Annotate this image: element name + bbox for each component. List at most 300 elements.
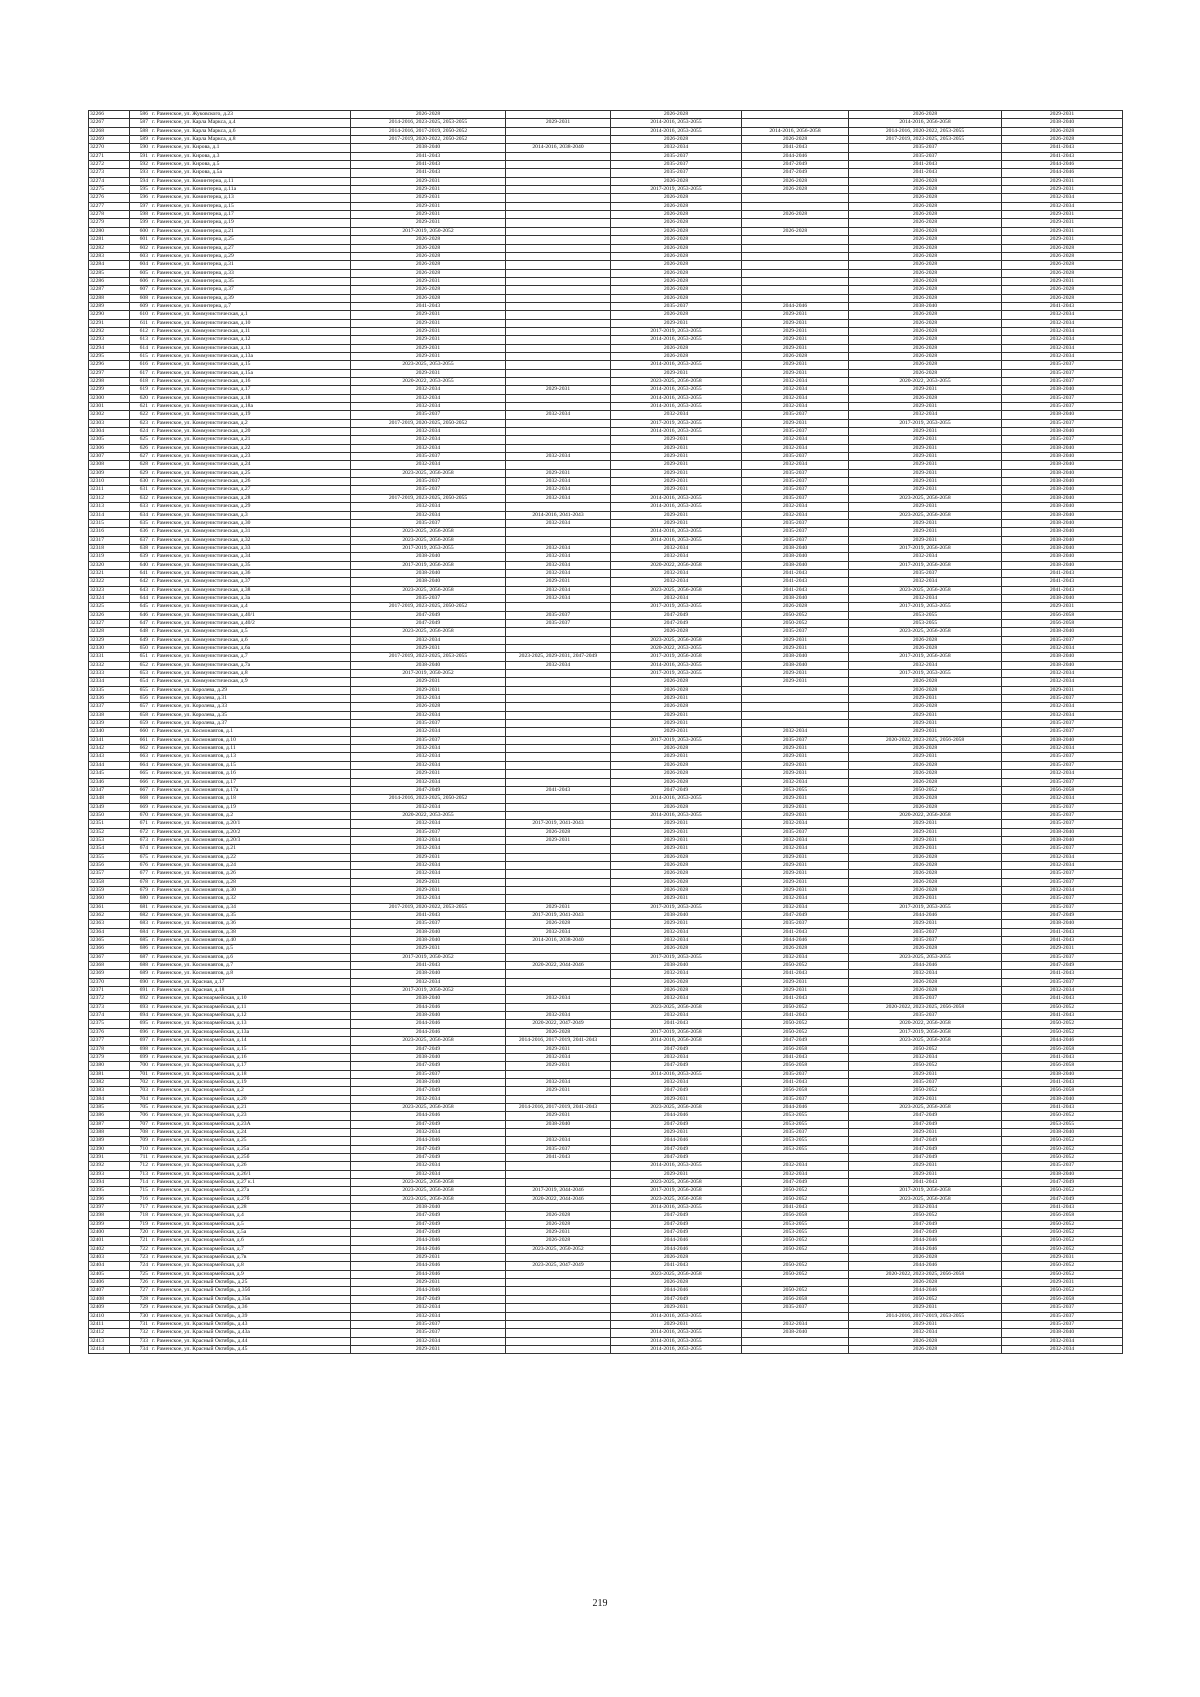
period-col-2-cell: 2029-2031 [506,1087,611,1095]
table-row [89,1195,1123,1203]
period-col-3-cell: 2029-2031 [611,319,742,327]
row-id-cell: 32331 [89,653,130,661]
period-col-2-cell [506,803,611,811]
address-text: г. Раменское, ул. Красноармейская, д.10 [152,995,247,1002]
address-text: г. Раменское, ул. Королева, д.37 [152,720,227,727]
period-col-5-cell: 2029-2031 [849,1095,1002,1103]
period-col-4-cell: 2035-2037 [742,519,849,527]
period-col-6-cell: 2038-2040 [1002,503,1123,511]
sequence-number: 703 [139,1087,148,1094]
period-col-3-cell: 2032-2034 [611,1053,742,1061]
row-id-cell: 32355 [89,853,130,861]
period-col-2-cell: 2023-2025, 2029-2031, 2047-2049 [506,653,611,661]
period-col-6-cell: 2035-2037 [1002,761,1123,769]
row-id-cell: 32368 [89,962,130,970]
period-col-4-cell [742,1337,849,1345]
period-col-1-cell: 2032-2034 [351,1128,506,1136]
row-id-cell: 32323 [89,586,130,594]
period-col-3-cell: 2032-2034 [611,928,742,936]
period-col-4-cell: 2035-2037 [742,828,849,836]
sequence-number: 719 [139,1220,148,1227]
period-col-4-cell: 2032-2034 [742,836,849,844]
period-col-5-cell: 2035-2037 [849,144,1002,152]
period-col-6-cell: 2029-2031 [1002,1279,1123,1287]
period-col-4-cell: 2029-2031 [742,670,849,678]
period-col-4-cell: 2035-2037 [742,453,849,461]
period-col-2-cell [506,244,611,252]
period-col-3-cell: 2014-2016, 2053-2055 [611,1312,742,1320]
row-id-cell: 32392 [89,1162,130,1170]
sequence-number: 671 [139,820,148,827]
period-col-6-cell: 2038-2040 [1002,444,1123,452]
period-col-1-cell: 2032-2034 [351,461,506,469]
period-col-5-cell: 2026-2028 [849,202,1002,210]
period-col-4-cell: 2053-2055 [742,1145,849,1153]
period-col-3-cell: 2023-2025, 2056-2058 [611,1270,742,1278]
address-text: г. Раменское, ул. Красный Октябрь, д.44 [152,1337,248,1344]
address-cell [130,778,351,786]
address-text: г. Раменское, ул. Коммунистическая, д.1 [152,311,248,318]
period-col-2-cell [506,645,611,653]
row-id-cell: 32304 [89,428,130,436]
row-id-cell: 32280 [89,227,130,235]
row-id-cell: 32347 [89,786,130,794]
period-col-3-cell: 2014-2016, 2053-2055 [611,119,742,127]
table-row [89,703,1123,711]
period-col-2-cell: 2026-2028 [506,1237,611,1245]
address-text: г. Раменское, ул. Красноармейская, д.4 [152,1212,244,1219]
period-col-4-cell: 2047-2049 [742,912,849,920]
address-text: г. Раменское, ул. Коминтерна, д.21 [152,227,234,234]
period-col-1-cell: 2029-2031 [351,352,506,360]
address-cell [130,962,351,970]
period-col-3-cell: 2029-2031 [611,836,742,844]
period-col-4-cell: 2035-2037 [742,920,849,928]
period-col-2-cell [506,394,611,402]
period-col-3-cell: 2026-2028 [611,803,742,811]
row-id-cell: 32333 [89,670,130,678]
row-id-cell: 32414 [89,1345,130,1353]
address-cell [130,1112,351,1120]
data-table-container [88,110,1118,1354]
address-cell [130,1312,351,1320]
row-id-cell: 32366 [89,945,130,953]
period-col-4-cell: 2050-2052 [742,1237,849,1245]
period-col-4-cell [742,269,849,277]
period-col-3-cell: 2032-2034 [611,544,742,552]
address-cell [130,444,351,452]
row-id-cell: 32312 [89,494,130,502]
address-text: г. Раменское, ул. Космонавтов, д.34 [152,903,236,910]
period-col-1-cell: 2026-2028 [351,244,506,252]
period-col-3-cell: 2029-2031 [611,711,742,719]
period-col-3-cell: 2047-2049 [611,1295,742,1303]
period-col-5-cell: 2029-2031 [849,1070,1002,1078]
period-col-2-cell [506,227,611,235]
period-col-1-cell: 2023-2025, 2056-2058 [351,1037,506,1045]
period-col-4-cell: 2056-2058 [742,1087,849,1095]
period-col-4-cell: 2029-2031 [742,311,849,319]
sequence-number: 700 [139,1062,148,1069]
sequence-number: 650 [139,645,148,651]
period-col-4-cell: 2035-2037 [742,469,849,477]
row-id-cell: 32293 [89,336,130,344]
period-col-4-cell: 2050-2052 [742,1245,849,1253]
row-id-cell: 32345 [89,770,130,778]
address-text: г. Раменское, ул. Коминтерна, д.13 [152,194,234,201]
address-cell [130,211,351,219]
sequence-number: 680 [139,895,148,902]
sequence-number: 728 [139,1295,148,1302]
period-col-6-cell: 2029-2031 [1002,1254,1123,1262]
period-col-5-cell: 2026-2028 [849,227,1002,235]
sequence-number: 712 [139,1162,148,1169]
row-id-cell: 32411 [89,1320,130,1328]
period-col-3-cell: 2026-2028 [611,286,742,294]
address-text: г. Раменское, ул. Коммунистическая, д.20 [152,428,251,435]
address-cell [130,411,351,419]
row-id-cell: 32318 [89,544,130,552]
address-cell [130,912,351,920]
sequence-number: 687 [139,953,148,960]
period-col-1-cell: 2044-2046 [351,1003,506,1011]
row-id-cell: 32349 [89,803,130,811]
period-col-5-cell: 2026-2028 [849,1279,1002,1287]
sequence-number: 726 [139,1279,148,1286]
address-text: г. Раменское, ул. Космонавтов, д.17 [152,778,236,785]
address-text: г. Раменское, ул. Космонавтов, д.28 [152,878,236,885]
row-id-cell: 32278 [89,211,130,219]
period-col-3-cell: 2047-2049 [611,1062,742,1070]
period-col-6-cell: 2035-2037 [1002,1304,1123,1312]
address-cell [130,761,351,769]
period-col-6-cell: 2035-2037 [1002,1320,1123,1328]
period-col-5-cell: 2026-2028 [849,294,1002,302]
period-col-5-cell: 2029-2031 [849,845,1002,853]
sequence-number: 679 [139,886,148,893]
table-row [89,678,1123,686]
period-col-4-cell: 2032-2034 [742,728,849,736]
sequence-number: 710 [139,1145,148,1152]
period-col-5-cell: 2047-2049 [849,1220,1002,1228]
address-text: г. Раменское, ул. Красноармейская, д.28 [152,1204,247,1211]
address-text: г. Раменское, ул. Коммунистическая, д.26 [152,478,251,485]
period-col-6-cell: 2038-2040 [1002,1070,1123,1078]
row-id-cell: 32388 [89,1128,130,1136]
period-col-4-cell: 2032-2034 [742,895,849,903]
period-col-5-cell: 2023-2025, 2056-2058 [849,628,1002,636]
period-col-3-cell: 2032-2034 [611,594,742,602]
period-col-2-cell [506,127,611,135]
table-row [89,686,1123,694]
address-text: г. Раменское, ул. Коммунистическая, д.34 [152,553,251,560]
period-col-3-cell: 2017-2019, 2053-2055 [611,736,742,744]
period-col-6-cell: 2029-2031 [1002,177,1123,185]
period-col-6-cell: 2035-2037 [1002,636,1123,644]
period-col-5-cell: 2032-2034 [849,578,1002,586]
address-cell [130,1012,351,1020]
period-col-1-cell: 2047-2049 [351,1045,506,1053]
address-text: г. Раменское, ул. Кирова, д.5 [152,161,220,168]
period-col-6-cell: 2035-2037 [1002,403,1123,411]
sequence-number: 599 [139,219,148,226]
period-col-1-cell: 2026-2028 [351,261,506,269]
row-id-cell: 32276 [89,194,130,202]
period-col-5-cell: 2032-2034 [849,1204,1002,1212]
address-cell [130,703,351,711]
address-text: г. Раменское, ул. Космонавтов, д.22 [152,853,236,860]
period-col-2-cell: 2026-2028 [506,1028,611,1036]
period-col-2-cell: 2032-2034 [506,1012,611,1020]
table-row [89,728,1123,736]
period-col-3-cell: 2029-2031 [611,1095,742,1103]
period-col-5-cell: 2026-2028 [849,645,1002,653]
table-row [89,394,1123,402]
address-cell [130,219,351,227]
row-id-cell: 32330 [89,645,130,653]
page-number: 219 [592,1598,608,1609]
sequence-number: 623 [139,419,148,426]
sequence-number: 662 [139,745,148,752]
row-id-cell: 32407 [89,1287,130,1295]
sequence-number: 642 [139,578,148,585]
period-col-1-cell: 2032-2034 [351,845,506,853]
period-col-3-cell: 2035-2037 [611,169,742,177]
period-col-5-cell: 2026-2028 [849,344,1002,352]
row-id-cell: 32325 [89,603,130,611]
address-cell [130,344,351,352]
period-col-5-cell: 2014-2016, 2017-2019, 2053-2055 [849,1312,1002,1320]
table-row [89,169,1123,177]
table-row [89,1304,1123,1312]
period-col-1-cell: 2047-2049 [351,1120,506,1128]
address-cell [130,895,351,903]
address-cell [130,611,351,619]
period-col-2-cell [506,302,611,310]
address-text: г. Раменское, ул. Красный Октябрь, д.43 [152,1320,248,1327]
sequence-number: 723 [139,1254,148,1261]
address-cell [130,786,351,794]
address-cell [130,528,351,536]
table-row [89,419,1123,427]
period-col-2-cell [506,703,611,711]
period-col-5-cell: 2026-2028 [849,111,1002,119]
address-text: г. Раменское, ул. Карла Маркса, д.8 [152,136,236,143]
sequence-number: 655 [139,686,148,693]
sequence-number: 676 [139,861,148,868]
period-col-1-cell: 2047-2049 [351,1229,506,1237]
row-id-cell: 32322 [89,578,130,586]
period-col-6-cell: 2050-2052 [1002,1262,1123,1270]
address-text: г. Раменское, ул. Космонавтов, д.18 [152,795,236,802]
period-col-2-cell [506,1337,611,1345]
address-text: г. Раменское, ул. Королева, д.31 [152,695,227,702]
row-id-cell: 32291 [89,319,130,327]
period-col-5-cell: 2026-2028 [849,186,1002,194]
period-col-6-cell: 2032-2034 [1002,319,1123,327]
period-col-2-cell [506,861,611,869]
period-col-4-cell: 2032-2034 [742,953,849,961]
period-col-3-cell: 2032-2034 [611,1078,742,1086]
period-col-5-cell: 2035-2037 [849,995,1002,1003]
sequence-number: 589 [139,136,148,143]
period-col-3-cell: 2029-2031 [611,1170,742,1178]
address-text: г. Раменское, ул. Коммунистическая, д.30 [152,519,251,526]
period-col-6-cell: 2041-2043 [1002,970,1123,978]
row-id-cell: 32327 [89,619,130,627]
row-id-cell: 32384 [89,1095,130,1103]
period-col-4-cell [742,119,849,127]
period-col-2-cell [506,1170,611,1178]
address-text: г. Раменское, ул. Коминтерна, д.11 [152,177,234,184]
sequence-number: 645 [139,603,148,610]
table-row [89,878,1123,886]
table-row [89,1237,1123,1245]
period-col-6-cell: 2038-2040 [1002,1170,1123,1178]
address-text: г. Раменское, ул. Красноармейская, д.6 [152,1237,244,1244]
period-col-2-cell [506,277,611,285]
address-cell [130,861,351,869]
row-id-cell: 32284 [89,261,130,269]
address-text: г. Раменское, ул. Карла Маркса, д.6 [152,127,236,134]
address-cell [130,194,351,202]
period-col-2-cell [506,1320,611,1328]
period-col-5-cell: 2017-2019, 2056-2058 [849,1028,1002,1036]
period-col-4-cell: 2029-2031 [742,745,849,753]
period-col-6-cell: 2035-2037 [1002,778,1123,786]
period-col-1-cell: 2029-2031 [351,369,506,377]
period-col-4-cell [742,1279,849,1287]
address-cell [130,1078,351,1086]
table-row [89,119,1123,127]
period-col-2-cell [506,628,611,636]
period-col-5-cell: 2029-2031 [849,728,1002,736]
row-id-cell: 32381 [89,1070,130,1078]
sequence-number: 595 [139,186,148,193]
table-row [89,1095,1123,1103]
table-row [89,1053,1123,1061]
period-col-4-cell: 2050-2052 [742,1195,849,1203]
period-col-2-cell: 2026-2028 [506,1212,611,1220]
period-col-1-cell: 2032-2034 [351,745,506,753]
table-row [89,995,1123,1003]
table-row [89,453,1123,461]
address-cell [130,937,351,945]
address-text: г. Раменское, ул. Коммунистическая, д.35 [152,561,251,568]
row-id-cell: 32350 [89,811,130,819]
period-col-1-cell: 2026-2028 [351,111,506,119]
period-col-2-cell: 2032-2034 [506,478,611,486]
sequence-number: 692 [139,995,148,1002]
period-col-4-cell [742,244,849,252]
address-cell [130,244,351,252]
sequence-number: 715 [139,1187,148,1194]
address-text: г. Раменское, ул. Красноармейская, д.23А [152,1120,251,1127]
period-col-3-cell: 2029-2031 [611,478,742,486]
address-cell [130,544,351,552]
period-col-2-cell [506,1162,611,1170]
sequence-number: 706 [139,1112,148,1119]
address-cell [130,1337,351,1345]
period-col-2-cell [506,728,611,736]
sequence-number: 606 [139,277,148,284]
sequence-number: 617 [139,369,148,376]
table-row [89,912,1123,920]
address-cell [130,277,351,285]
period-col-3-cell: 2032-2034 [611,1012,742,1020]
address-cell [130,352,351,360]
period-col-6-cell: 2041-2043 [1002,1204,1123,1212]
period-col-4-cell: 2035-2037 [742,528,849,536]
address-cell [130,403,351,411]
period-col-6-cell: 2032-2034 [1002,861,1123,869]
period-col-6-cell: 2044-2046 [1002,169,1123,177]
row-id-cell: 32320 [89,561,130,569]
sequence-number: 604 [139,261,148,268]
sequence-number: 607 [139,286,148,293]
period-col-5-cell: 2050-2052 [849,786,1002,794]
period-col-4-cell: 2032-2034 [742,903,849,911]
address-cell [130,903,351,911]
period-col-4-cell: 2029-2031 [742,853,849,861]
period-col-6-cell: 2032-2034 [1002,745,1123,753]
period-col-1-cell: 2047-2049 [351,619,506,627]
period-col-6-cell: 2050-2052 [1002,1137,1123,1145]
period-col-2-cell: 2032-2034 [506,928,611,936]
row-id-cell: 32272 [89,161,130,169]
period-col-6-cell: 2035-2037 [1002,845,1123,853]
period-col-4-cell: 2029-2031 [742,870,849,878]
row-id-cell: 32369 [89,970,130,978]
period-col-5-cell: 2026-2028 [849,261,1002,269]
row-id-cell: 32273 [89,169,130,177]
address-cell [130,753,351,761]
table-row [89,711,1123,719]
address-cell [130,1053,351,1061]
period-col-6-cell: 2038-2040 [1002,119,1123,127]
period-col-4-cell: 2032-2034 [742,444,849,452]
period-col-6-cell: 2038-2040 [1002,628,1123,636]
period-col-2-cell [506,978,611,986]
period-col-2-cell [506,194,611,202]
address-text: г. Раменское, ул. Коммунистическая, д.24 [152,461,251,468]
period-col-5-cell: 2014-2016, 2056-2058 [849,119,1002,127]
table-row [89,344,1123,352]
address-cell [130,461,351,469]
period-col-6-cell: 2038-2040 [1002,511,1123,519]
period-col-2-cell [506,770,611,778]
address-text: г. Раменское, ул. Красноармейская, д.8 [152,1262,244,1269]
table-row [89,1145,1123,1153]
period-col-1-cell: 2035-2037 [351,1329,506,1337]
sequence-number: 651 [139,653,148,660]
address-text: г. Раменское, ул. Красноармейская, д.25 [152,1137,247,1144]
address-cell [130,678,351,686]
period-col-3-cell: 2017-2019, 2053-2055 [611,327,742,335]
address-text: г. Раменское, ул. Красная, д.18 [152,987,225,994]
period-col-5-cell: 2050-2052 [849,1062,1002,1070]
sequence-number: 620 [139,394,148,401]
period-col-2-cell [506,1295,611,1303]
row-id-cell: 32341 [89,736,130,744]
period-col-3-cell: 2026-2028 [611,861,742,869]
period-col-5-cell: 2026-2028 [849,1337,1002,1345]
table-row [89,928,1123,936]
period-col-6-cell: 2029-2031 [1002,945,1123,953]
address-text: г. Раменское, ул. Коммунистическая, д.27 [152,486,251,493]
table-row [89,378,1123,386]
address-cell [130,519,351,527]
